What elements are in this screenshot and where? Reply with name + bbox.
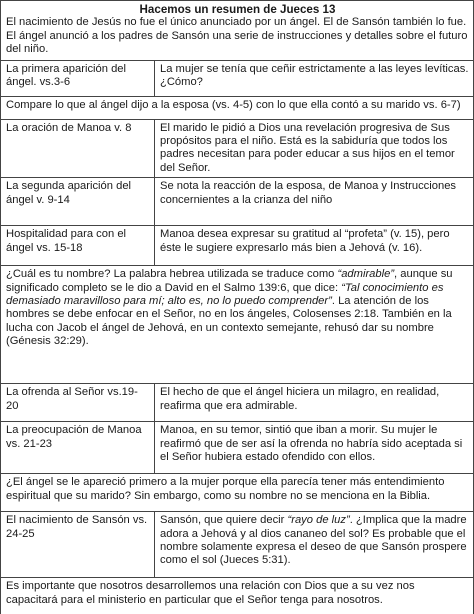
row-label: La segunda aparición del ángel v. 9-14 — [1, 178, 155, 226]
row-label: La preocupación de Manoa vs. 21-23 — [1, 422, 155, 474]
name-text-part: , aunque su significado completo se le dio a David en el Salmo 139:6, que dice: — [6, 268, 453, 294]
table-row — [1, 119, 474, 178]
row-label: Hospitalidad para con el ángel vs. 15-18 — [1, 226, 155, 266]
table-row — [1, 422, 474, 474]
row-text — [155, 512, 474, 578]
compare-text: Compare lo que al ángel dijo a la esposa (vs. 4-5) con lo que ella contó a su marido vs. 6-7) — [1, 96, 474, 119]
closing-text: Es importante que nosotros desarrollemos una relación con Dios que a su vez nos capacitará para el ministerio en particular que el Señor tenga para nosotros. — [1, 578, 474, 614]
intro-text: El nacimiento de Jesús no fue el único anunciado por un ángel. El de Sansón también lo fue. El ángel anunció a los padres de Sansón una serie de instrucciones y detalles sobre el futuro del niño. — [6, 16, 468, 56]
birth-text-part: . ¿Implica que la madre adora a Jehová y al dios cananeo del sol? Es probable que el nombre solamente expresa el deseo de que Sansón prospere como el sol (Jueces 5:31). — [160, 514, 467, 567]
row-text: Manoa, en su temor, sintió que iban a morir. Su mujer le reafirmó que de ser así la ofrenda no habría sido aceptada si el Señor hubiera estado ofendido con ellos. — [155, 422, 474, 474]
row-label: El nacimiento de Sansón vs. 24-25 — [1, 512, 155, 578]
birth-text-quote: “rayo de luz” — [287, 514, 350, 527]
row-label: La primera aparición del ángel. vs.3-6 — [1, 60, 155, 96]
birth-text-part: Sansón, que quiere decir — [160, 514, 288, 527]
table-row — [1, 226, 474, 266]
page-title: Hacemos un resumen de Jueces 13 — [139, 3, 336, 16]
row-text: El hecho de que el ángel hiciera un milagro, en realidad, reafirma que era admirable. — [155, 384, 474, 422]
question-row — [1, 474, 474, 512]
name-text — [1, 266, 474, 384]
table-row — [1, 512, 474, 578]
name-text-quote: “admirable” — [337, 268, 395, 281]
table-row — [1, 178, 474, 226]
row-label: La oración de Manoa v. 8 — [1, 119, 155, 178]
compare-row — [1, 96, 474, 119]
table-row — [1, 384, 474, 422]
name-text-part: . La atención de los hombres se debe enfocar en el Señor, no en los ángeles, Colosenses 2:18. También en la lucha con Jacob el ángel de Jehová, en un contexto semejante, rehusó dar su nombre (Génesis 32:29). — [6, 295, 452, 348]
header-row — [1, 1, 474, 61]
name-text-quote: “Tal conocimiento es demasiado maravilloso para mí; alto es, no lo puedo comprender” — [6, 281, 444, 308]
closing-row — [1, 578, 474, 614]
row-text: La mujer se tenía que ceñir estrictamente a las leyes levíticas. ¿Cómo? — [155, 60, 474, 96]
row-text: El marido le pidió a Dios una revelación progresiva de Sus propósitos para el niño. Está es la sabiduría que todos los padres necesitan para poder educar a sus hijos en el temor del Señor. — [155, 119, 474, 178]
row-label: La ofrenda al Señor vs.19-20 — [1, 384, 155, 422]
row-text: Se nota la reacción de la esposa, de Manoa y Instrucciones concernientes a la crianza del niño — [155, 178, 474, 226]
row-text: Manoa desea expresar su gratitud al “profeta” (v. 15), pero éste le sugiere expresarlo más bien a Jehová (v. 16). — [155, 226, 474, 266]
name-row — [1, 266, 474, 384]
table-row — [1, 60, 474, 96]
question-text: ¿El ángel se le apareció primero a la mujer porque ella parecía tener más entendimiento espiritual que su marido? Sin embargo, como su nombre no se menciona en la Biblia. — [1, 474, 474, 512]
name-text-part: ¿Cuál es tu nombre? La palabra hebrea utilizada se traduce como — [6, 268, 338, 281]
